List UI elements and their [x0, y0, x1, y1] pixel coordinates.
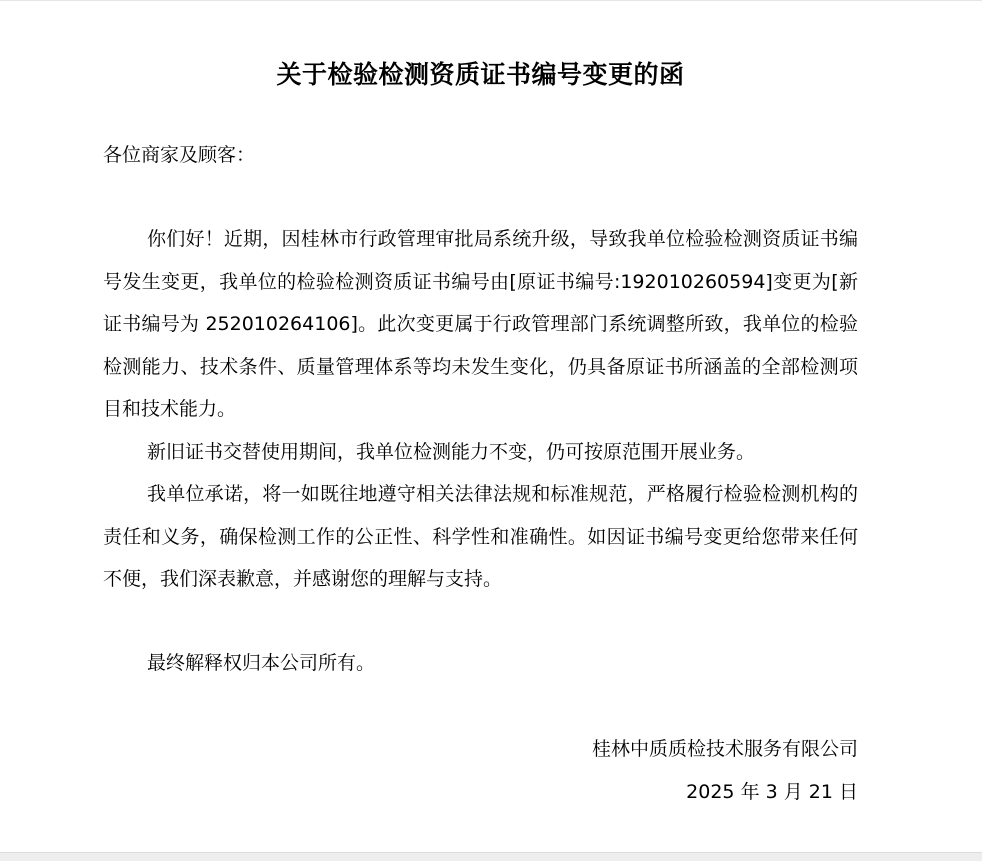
letter-salutation: 各位商家及顾客：	[103, 144, 256, 166]
signature-date: 2025 年 3 月 21 日	[686, 781, 858, 803]
letter-title: 关于检验检测资质证书编号变更的函	[276, 60, 685, 89]
paragraph-certificate-change: 你们好！近期，因桂林市行政管理审批局系统升级，导致我单位检验检测资质证书编号发生变更，我单位的检验检测资质证书编号由[原证书编号:192010260594]变更为[新证书编号为 252010264106]。此次变更属于行政管理部门系统调整所致，我单位的检验检测能力、技术条件、质量管理体系等均未发生变化，仍具备原证书所涵盖的全部检测项目和技术能力。	[103, 228, 858, 420]
viewer-bottom-edge	[0, 852, 982, 861]
paragraph-commitment: 我单位承诺，将一如既往地遵守相关法律法规和标准规范，严格履行检验检测机构的责任和义务，确保检测工作的公正性、科学性和准确性。如因证书编号变更给您带来任何不便，我们深表歉意，并感谢您的理解与支持。	[103, 483, 858, 590]
paragraph-final-interpretation: 最终解释权归本公司所有。	[147, 652, 376, 674]
paragraph-transition-period: 新旧证书交替使用期间，我单位检测能力不变，仍可按原范围开展业务。	[147, 441, 756, 463]
signature-company: 桂林中质质检技术服务有限公司	[591, 738, 858, 760]
